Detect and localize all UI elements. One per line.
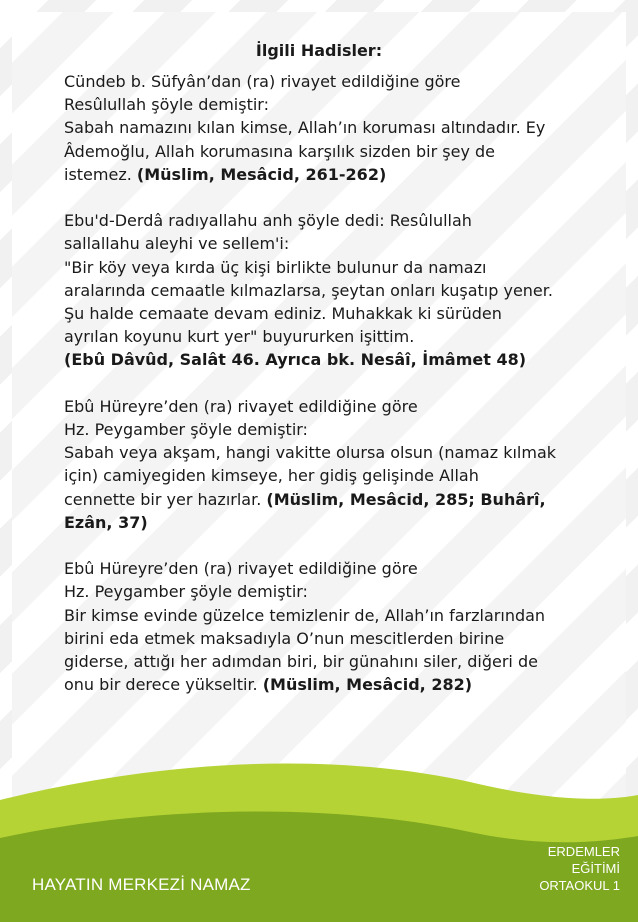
- hadith-1-last-line: [64, 163, 620, 186]
- hadith-1: [64, 70, 620, 186]
- footer-course-line: ORTAOKUL 1: [539, 878, 620, 893]
- hadith-4-text: onu bir derece yükseltir.: [64, 675, 263, 695]
- hadith-2-reference: (Ebû Dâvûd, Salât 46. Ayrıca bk. Nesâî, İmâmet 48): [64, 350, 527, 370]
- section-title: İlgili Hadisler:: [255, 41, 383, 60]
- hadith-4: [64, 557, 620, 696]
- hadith-3-last-line: [64, 488, 620, 511]
- hadith-4-reference: (Müslim, Mesâcid, 282): [262, 675, 473, 695]
- hadith-1-line: Âdemoğlu, Allah korumasına karşılık sizden bir şey de: [64, 141, 496, 161]
- hadith-list: [64, 70, 620, 720]
- hadith-1-reference: (Müslim, Mesâcid, 261-262): [136, 164, 387, 184]
- hadith-4-line: Hz. Peygamber şöyle demiştir:: [64, 582, 308, 602]
- footer-series-title: HAYATIN MERKEZİ NAMAZ: [32, 875, 251, 894]
- hadith-3-line: Ebû Hüreyre’den (ra) rivayet edildiğine göre: [64, 396, 418, 416]
- footer-course-line: ERDEMLER: [547, 844, 620, 859]
- hadith-1-text: istemez.: [64, 164, 137, 184]
- footer-course-label: [539, 843, 620, 894]
- hadith-2-line: "Bir köy veya kırda üç kişi birlikte bulunur da namazı: [64, 257, 487, 277]
- hadith-3-line: Hz. Peygamber şöyle demiştir:: [64, 420, 308, 440]
- hadith-2-line: sallallahu aleyhi ve sellem'i:: [64, 234, 290, 254]
- hadith-3-reference-cont: Ezân, 37): [64, 512, 148, 532]
- hadith-2: [64, 209, 620, 371]
- hadith-1-line: Resûlullah şöyle demiştir:: [64, 95, 269, 115]
- footer-course-line: EĞİTİMİ: [571, 861, 620, 876]
- hadith-3: [64, 395, 620, 534]
- hadith-1-line: Sabah namazını kılan kimse, Allah’ın koruması altındadır. Ey: [64, 118, 546, 138]
- hadith-1-line: Cündeb b. Süfyân’dan (ra) rivayet edildiğine göre: [64, 72, 461, 91]
- hadith-2-line: Ebu'd-Derdâ radıyallahu anh şöyle dedi: Resûlullah: [64, 211, 472, 231]
- hadith-2-line: ayrılan koyunu kurt yer" buyururken işittim.: [64, 327, 415, 347]
- hadith-4-last-line: [64, 673, 620, 696]
- hadith-3-line: için) camiyegiden kimseye, her gidiş gelişinde Allah: [64, 466, 479, 486]
- hadith-4-line: birini eda etmek maksadıyla O’nun mescitlerden birine: [64, 628, 505, 648]
- hadith-2-line: aralarında cemaatle kılmazlarsa, şeytan onları kuşatıp yener.: [64, 280, 553, 300]
- hadith-3-line: Sabah veya akşam, hangi vakitte olursa olsun (namaz kılmak: [64, 443, 557, 463]
- hadith-4-line: Bir kimse evinde güzelce temizlenir de, Allah’ın farzlarından: [64, 605, 546, 625]
- hadith-4-line: Ebû Hüreyre’den (ra) rivayet edildiğine göre: [64, 559, 418, 579]
- hadith-2-line: Şu halde cemaate devam ediniz. Muhakkak ki sürüden: [64, 304, 502, 324]
- hadith-3-reference: (Müslim, Mesâcid, 285; Buhârî,: [266, 489, 546, 509]
- hadith-3-text: cennette bir yer hazırlar.: [64, 489, 267, 509]
- hadith-4-line: giderse, attığı her adımdan biri, bir günahını siler, diğeri de: [64, 652, 538, 672]
